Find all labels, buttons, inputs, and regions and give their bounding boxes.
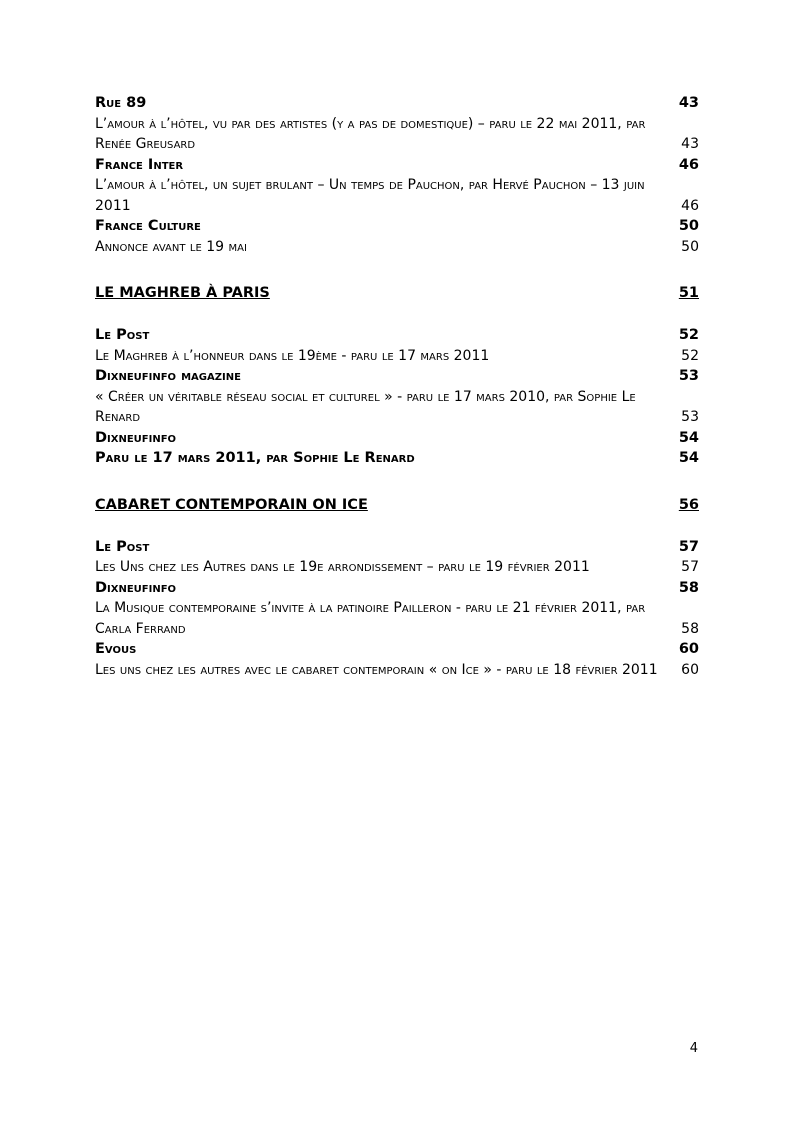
toc-entry-title: Les uns chez les autres avec le cabaret contemporain « on Ice » - paru le 18 février 2011 [95, 661, 658, 678]
toc-entry-page: 50 [681, 238, 699, 255]
toc-article-entry[interactable] [95, 114, 699, 155]
toc-entry-page: 53 [678, 368, 699, 384]
toc-entry-page: 57 [678, 538, 699, 555]
toc-group-cabaret [95, 537, 699, 681]
toc-entry-page: 54 [678, 450, 699, 466]
toc-entry-page: 57 [681, 559, 699, 575]
toc-entry-title: France Culture [95, 218, 201, 234]
toc-entry-page: 43 [678, 95, 699, 111]
toc-entry-title: Annonce avant le 19 mai [95, 238, 247, 255]
toc-article-entry[interactable] [95, 175, 699, 216]
page-number: 4 [689, 1041, 698, 1056]
section-heading-maghreb[interactable] [95, 283, 699, 303]
toc-source-entry[interactable] [95, 578, 699, 599]
toc-article-entry[interactable] [95, 346, 699, 367]
toc-entry-title: Le Post [95, 538, 150, 555]
toc-source-entry[interactable] [95, 93, 699, 114]
toc-entry-title: Evous [95, 641, 137, 657]
toc-entry-title: Dixneufinfo magazine [95, 368, 241, 384]
toc-entry-title: Le Post [95, 327, 150, 343]
toc-entry-page: 54 [678, 429, 699, 446]
toc-article-entry[interactable] [95, 557, 699, 578]
toc-entry-title: L’amour à l’hôtel, vu par des artistes (y a pas de domestique) – paru le 22 mai 2011, par Renée Greusard [95, 115, 646, 152]
toc-entry-title: « Créer un véritable réseau social et culturel » - paru le 17 mars 2010, par Sophie Le Renard [95, 388, 636, 425]
toc-entry-page: 58 [681, 620, 699, 637]
toc-entry-page: 58 [678, 579, 699, 596]
toc-entry-page: 53 [681, 409, 699, 425]
toc-entry-page: 50 [678, 218, 699, 234]
section-title: LE MAGHREB À PARIS [95, 285, 270, 301]
toc-entry-title: Paru le 17 mars 2011, par Sophie Le Renard [95, 450, 415, 466]
toc-article-entry[interactable] [95, 237, 699, 258]
toc-source-entry[interactable] [95, 639, 699, 660]
toc-group-top [95, 93, 699, 257]
toc-entry-title: Rue 89 [95, 95, 147, 111]
toc-group-maghreb [95, 325, 699, 469]
toc-entry-page: 52 [681, 347, 699, 364]
section-page: 51 [678, 285, 699, 301]
toc-entry-page: 46 [681, 197, 699, 214]
toc-source-entry[interactable] [95, 325, 699, 346]
toc-source-entry[interactable] [95, 428, 699, 449]
toc-entry-title: L’amour à l’hôtel, un sujet brulant – Un temps de Pauchon, par Hervé Pauchon – 13 juin 2011 [95, 177, 645, 214]
toc-entry-page: 43 [681, 136, 699, 152]
section-page: 56 [678, 496, 699, 513]
toc-article-entry[interactable] [95, 598, 699, 639]
toc-source-entry[interactable] [95, 366, 699, 387]
toc-entry-page: 60 [678, 641, 699, 657]
table-of-contents [95, 93, 699, 680]
toc-source-entry[interactable] [95, 537, 699, 558]
toc-source-entry[interactable] [95, 448, 699, 469]
toc-entry-page: 46 [678, 156, 699, 173]
toc-source-entry[interactable] [95, 155, 699, 176]
toc-entry-title: Le Maghreb à l’honneur dans le 19ème - paru le 17 mars 2011 [95, 347, 490, 364]
section-heading-cabaret[interactable] [95, 495, 699, 515]
toc-entry-title: Dixneufinfo [95, 579, 177, 596]
toc-article-entry[interactable] [95, 660, 699, 681]
toc-entry-title: La Musique contemporaine s’invite à la patinoire Pailleron - paru le 21 février 2011, par Carla Ferrand [95, 600, 646, 637]
toc-article-entry[interactable] [95, 387, 699, 428]
toc-entry-title: Dixneufinfo [95, 429, 177, 446]
section-title: CABARET CONTEMPORAIN ON ICE [95, 496, 368, 513]
toc-entry-page: 52 [678, 327, 699, 343]
toc-entry-page: 60 [681, 661, 699, 678]
toc-entry-title: France Inter [95, 156, 184, 173]
toc-source-entry[interactable] [95, 216, 699, 237]
toc-entry-title: Les Uns chez les Autres dans le 19e arrondissement – paru le 19 février 2011 [95, 559, 590, 575]
